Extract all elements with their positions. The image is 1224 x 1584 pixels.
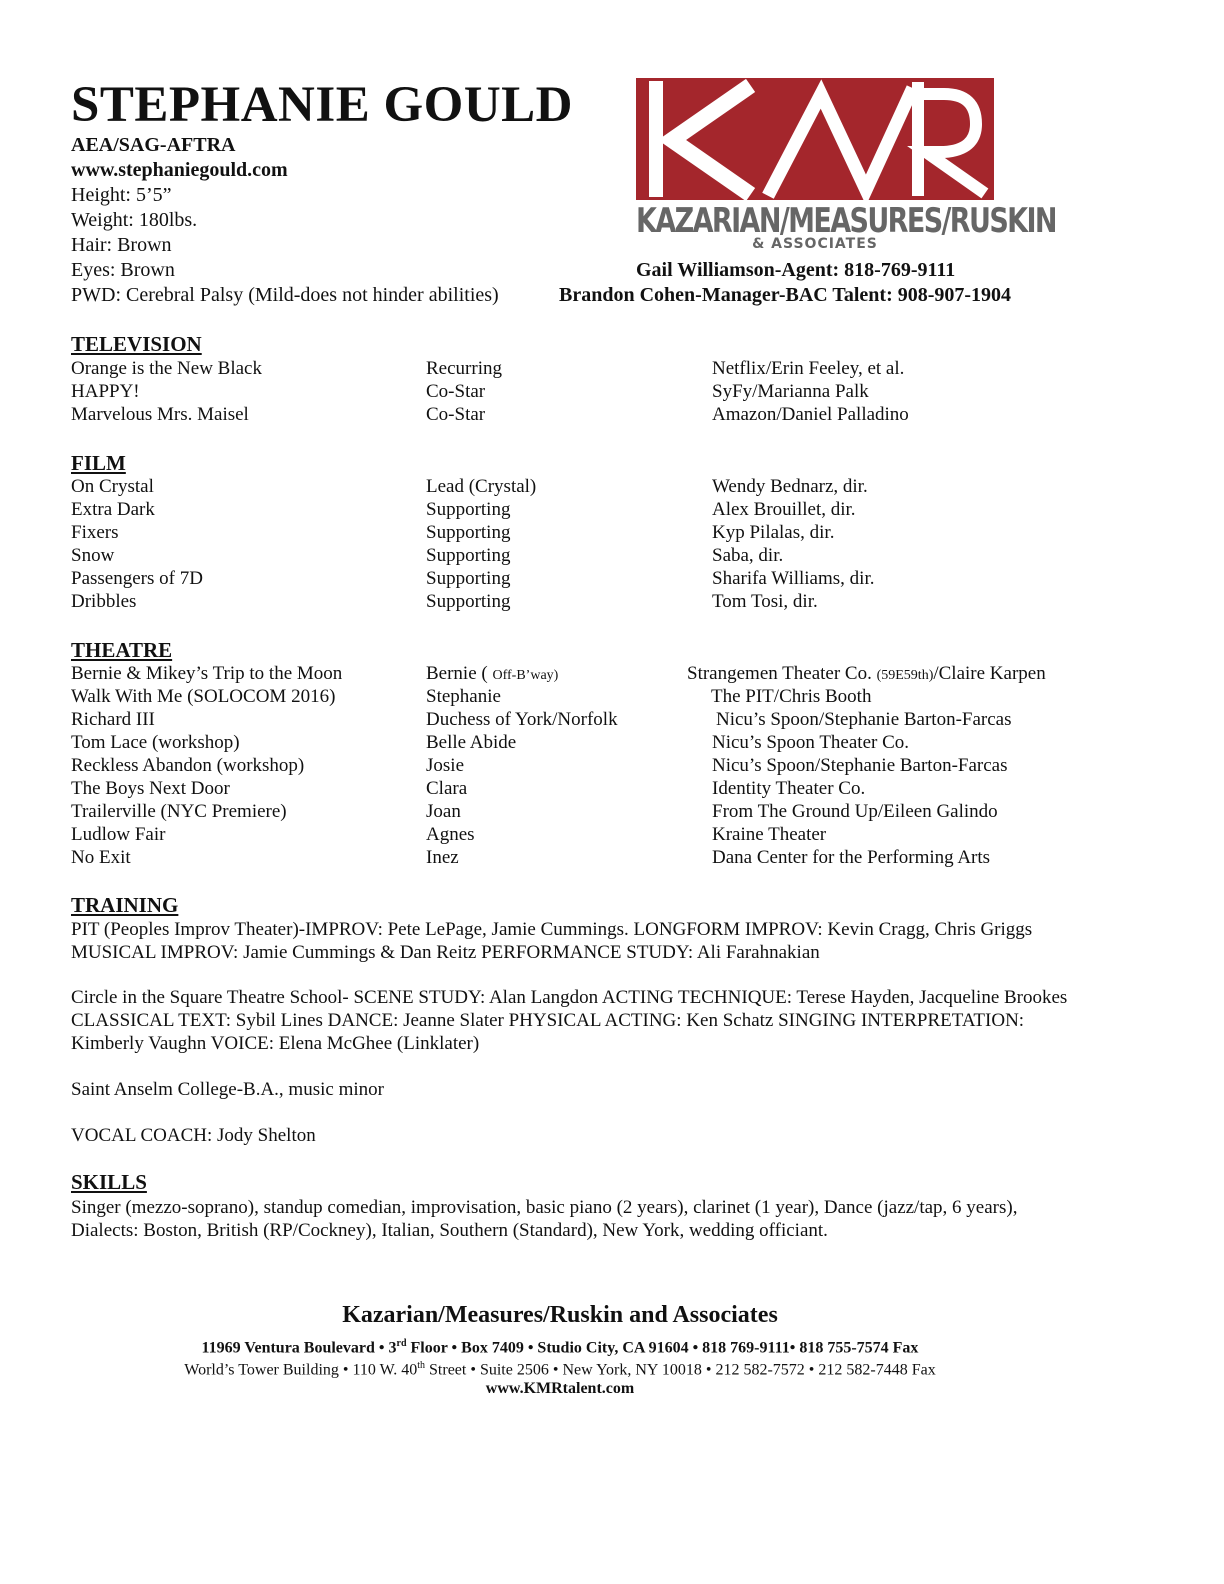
credit-title: Bernie & Mikey’s Trip to the Moon: [71, 663, 343, 684]
credit-company: Nicu’s Spoon/Stephanie Barton-Farcas: [716, 709, 1012, 730]
website-link[interactable]: www.stephaniegould.com: [71, 159, 288, 181]
kmr-logo: [636, 78, 1056, 256]
credit-title: Extra Dark: [71, 499, 155, 520]
kmr-logo-name: KAZARIAN/MEASURES/RUSKIN: [636, 202, 1056, 241]
credit-title: Trailerville (NYC Premiere): [71, 801, 287, 822]
credit-title: On Crystal: [71, 476, 154, 497]
training-circle-in-the-square: Circle in the Square Theatre School- SCENE STUDY: Alan Langdon ACTING TECHNIQUE: Terese Hayden, Jacqueline Brookes CLASSICAL TEXT: Sybil Lines DANCE: Jeanne Slater PHYSICAL ACTING: Ken Schatz SINGING INTERPRETATION: Kimberly Vaughn VOICE: Elena McGhee (Linklater): [71, 987, 1068, 1054]
manager-contact: Brandon Cohen-Manager-BAC Talent: 908-907-1904: [559, 284, 1012, 306]
credit-role-note: Off-B’way): [492, 668, 559, 683]
credit-title: Tom Lace (workshop): [71, 732, 240, 753]
actor-info: [71, 133, 499, 308]
agent-contact: Gail Williamson-Agent: 818-769-9111: [636, 259, 956, 281]
eyes: Eyes: Brown: [71, 259, 175, 281]
credit-company-note: (59E59th): [876, 668, 934, 683]
credit-director: Kyp Pilalas, dir.: [712, 522, 835, 543]
credit-title: No Exit: [71, 847, 131, 868]
kmr-logo-sub: & ASSOCIATES: [752, 236, 878, 252]
credit-title: Fixers: [71, 522, 119, 543]
training-vocal-coach: VOCAL COACH: Jody Shelton: [71, 1125, 316, 1146]
credit-role: Co-Star: [426, 381, 486, 402]
credit-role: Supporting: [426, 591, 511, 612]
skills-text: Singer (mezzo-soprano), standup comedian, improvisation, basic piano (2 years), clarinet (1 year), Dance (jazz/tap, 6 years), Dialects: Boston, British (RP/Cockney), Italian, Southern (Standard), New York, wedding officiant.: [71, 1197, 1018, 1241]
credit-role: Belle Abide: [426, 732, 517, 753]
footer-website-link[interactable]: www.KMRtalent.com: [485, 1380, 635, 1397]
credit-company: From The Ground Up/Eileen Galindo: [712, 801, 998, 822]
credit-role: Duchess of York/Norfolk: [426, 709, 618, 730]
footer-ny-address: [0, 1360, 1120, 1379]
credit-director: Tom Tosi, dir.: [712, 591, 818, 612]
pwd: PWD: Cerebral Palsy (Mild-does not hinder abilities): [71, 284, 499, 306]
credit-company-text: Strangemen Theater Co.: [687, 663, 872, 684]
hair: Hair: Brown: [71, 234, 172, 256]
training-heading: TRAINING: [71, 893, 179, 917]
credit-company: The PIT/Chris Booth: [711, 686, 872, 707]
weight: Weight: 180lbs.: [71, 209, 198, 231]
credit-title: HAPPY!: [71, 381, 140, 402]
credit-company: Nicu’s Spoon/Stephanie Barton-Farcas: [712, 755, 1008, 776]
credit-title: Snow: [71, 545, 115, 566]
credit-role: Clara: [426, 778, 468, 799]
footer-ny-a: World’s Tower Building • 110 W. 40: [184, 1361, 418, 1379]
credit-title: Richard III: [71, 709, 155, 730]
credit-title: Marvelous Mrs. Maisel: [71, 404, 249, 425]
training-pit: PIT (Peoples Improv Theater)-IMPROV: Pete LePage, Jamie Cummings. LONGFORM IMPROV: Kevin Cragg, Chris Griggs MUSICAL IMPROV: Jamie Cummings & Dan Reitz PERFORMANCE STUDY: Ali Farahnakian: [71, 919, 1033, 963]
credit-director: Wendy Bednarz, dir.: [712, 476, 868, 497]
height: Height: 5’5”: [71, 184, 172, 206]
credit-title: The Boys Next Door: [71, 778, 230, 799]
credit-role: Supporting: [426, 499, 511, 520]
credit-title: Walk With Me (SOLOCOM 2016): [71, 686, 336, 707]
footer-la-b: Floor • Box 7409 • Studio City, CA 91604 • 818 769-9111• 818 755-7574 Fax: [406, 1339, 919, 1357]
television-heading: TELEVISION: [71, 332, 202, 356]
credit-role: Co-Star: [426, 404, 486, 425]
credit-role: Lead (Crystal): [426, 476, 537, 497]
credit-company: Nicu’s Spoon Theater Co.: [712, 732, 910, 753]
theatre-heading: THEATRE: [71, 638, 173, 662]
skills-heading: SKILLS: [71, 1170, 147, 1194]
training-college: Saint Anselm College-B.A., music minor: [71, 1079, 384, 1100]
credit-title: Dribbles: [71, 591, 137, 612]
credit-role: Josie: [426, 755, 464, 776]
credit-company: Identity Theater Co.: [712, 778, 866, 799]
footer-la-address: [0, 1338, 1120, 1357]
actor-name: STEPHANIE GOULD: [71, 77, 574, 133]
kmr-logo-mark: [636, 78, 994, 200]
credit-role: Supporting: [426, 568, 511, 589]
credit-role: [426, 663, 558, 685]
footer-ny-b: Street • Suite 2506 • New York, NY 10018 • 212 582-7572 • 212 582-7448 Fax: [425, 1361, 936, 1379]
credit-director: Sharifa Williams, dir.: [712, 568, 875, 589]
film-heading: FILM: [71, 451, 126, 475]
credit-director: /Claire Karpen: [933, 663, 1046, 684]
credit-role: Recurring: [426, 358, 502, 379]
credit-title: Reckless Abandon (workshop): [71, 755, 305, 776]
footer-ny-sup: th: [417, 1360, 426, 1371]
credit-role: Inez: [426, 847, 459, 868]
credit-role: Stephanie: [426, 686, 501, 707]
credit-title: Ludlow Fair: [71, 824, 166, 845]
credit-role: Supporting: [426, 522, 511, 543]
footer-la-sup: rd: [396, 1338, 407, 1349]
credit-company: SyFy/Marianna Palk: [712, 381, 869, 402]
credit-company: Dana Center for the Performing Arts: [712, 847, 991, 868]
credit-role-text: Bernie (: [426, 663, 488, 684]
union: AEA/SAG-AFTRA: [71, 134, 236, 156]
credit-company: [687, 663, 1046, 685]
credit-role: Supporting: [426, 545, 511, 566]
credit-director: Saba, dir.: [712, 545, 784, 566]
credit-title: Orange is the New Black: [71, 358, 262, 379]
credit-company: Kraine Theater: [712, 824, 827, 845]
credit-company: Netflix/Erin Feeley, et al.: [712, 358, 905, 379]
credit-title: Passengers of 7D: [71, 568, 203, 589]
credit-director: Alex Brouillet, dir.: [712, 499, 856, 520]
footer-company: Kazarian/Measures/Ruskin and Associates: [342, 1302, 778, 1328]
credit-company: Amazon/Daniel Palladino: [712, 404, 909, 425]
credit-role: Joan: [426, 801, 461, 822]
kmr-letters-icon: [636, 78, 994, 200]
credit-role: Agnes: [426, 824, 475, 845]
footer-la-a: 11969 Ventura Boulevard • 3: [201, 1339, 397, 1357]
